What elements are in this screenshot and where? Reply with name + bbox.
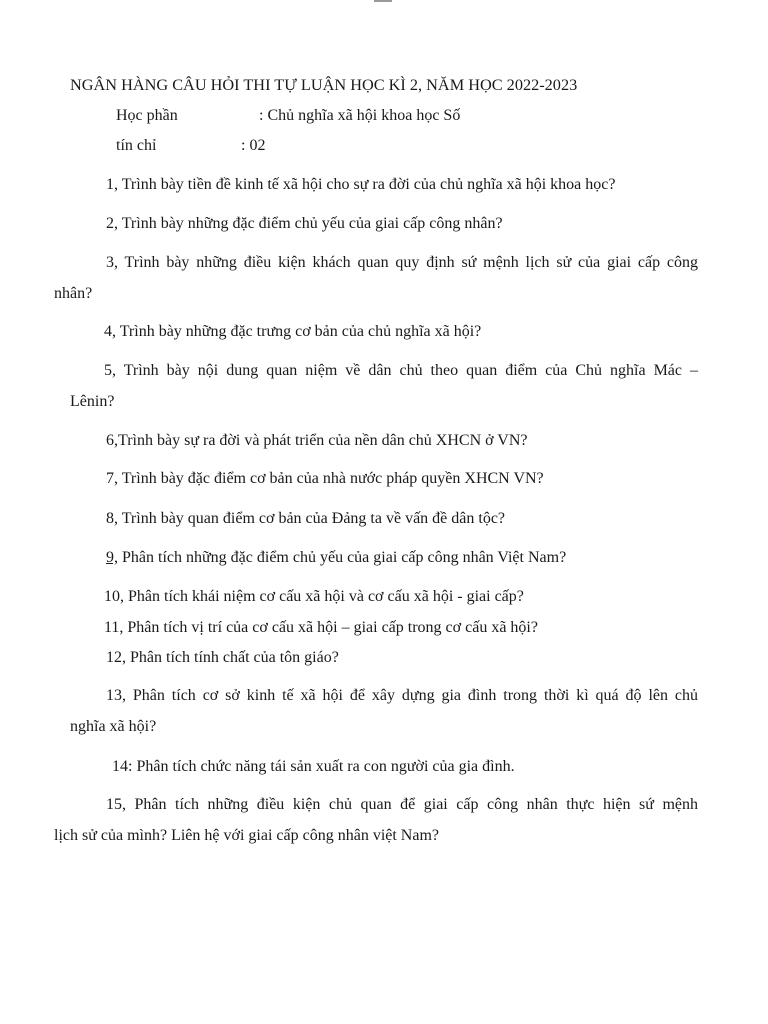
question-14: 14: Phân tích chức năng tái sản xuất ra con người của gia đình. [112,758,515,775]
document-title: NGÂN HÀNG CÂU HỎI THI TỰ LUẬN HỌC KÌ 2, NĂM HỌC 2022-2023 [70,75,578,94]
question-8: 8, Trình bày quan điểm cơ bản của Đảng ta về vấn đề dân tộc? [106,510,506,527]
question-2: 2, Trình bày những đặc điểm chủ yếu của giai cấp công nhân? [106,215,503,232]
question-7: 7, Trình bày đặc điểm cơ bản của nhà nước pháp quyền XHCN VN? [106,470,544,487]
question-12: 12, Phân tích tính chất của tôn giáo? [106,649,339,666]
question-15-line-1: 15, Phân tích những điều kiện chủ quan để giai cấp công nhân thực hiện sứ mệnh [106,796,698,813]
question-5-line-1: 5, Trình bày nội dung quan niệm về dân chủ theo quan điểm của Chủ nghĩa Mác – [104,362,698,379]
course-value: : Chủ nghĩa xã hội khoa học Số [259,107,461,124]
question-4: 4, Trình bày những đặc trưng cơ bản của chủ nghĩa xã hội? [104,323,482,340]
question-13-line-2: nghĩa xã hội? [70,718,157,735]
question-9 [106,548,566,568]
page-top-mark [374,0,392,2]
question-9-number: 9, [106,549,118,566]
question-9-text: Phân tích những đặc điểm chủ yếu của giai cấp công nhân Việt Nam? [118,549,567,566]
question-15-line-2: lịch sử của mình? Liên hệ với giai cấp công nhân việt Nam? [54,827,440,844]
question-3-line-2: nhân? [54,285,93,302]
question-6: 6,Trình bày sự ra đời và phát triển của nền dân chủ XHCN ở VN? [106,432,528,449]
question-10: 10, Phân tích khái niệm cơ cấu xã hội và cơ cấu xã hội - giai cấp? [104,588,524,605]
question-11: 11, Phân tích vị trí của cơ cấu xã hội – giai cấp trong cơ cấu xã hội? [104,619,538,636]
credits-value: : 02 [241,137,266,154]
course-label: Học phần [116,107,178,124]
question-13-line-1: 13, Phân tích cơ sở kinh tế xã hội để xây dựng gia đình trong thời kì quá độ lên chủ [106,687,698,704]
question-5-line-2: Lênin? [70,393,115,410]
question-1: 1, Trình bày tiền đề kinh tế xã hội cho sự ra đời của chủ nghĩa xã hội khoa học? [106,176,616,193]
question-3-line-1: 3, Trình bày những điều kiện khách quan quy định sứ mệnh lịch sử của giai cấp công [106,254,698,271]
credits-label: tín chỉ [116,137,157,154]
